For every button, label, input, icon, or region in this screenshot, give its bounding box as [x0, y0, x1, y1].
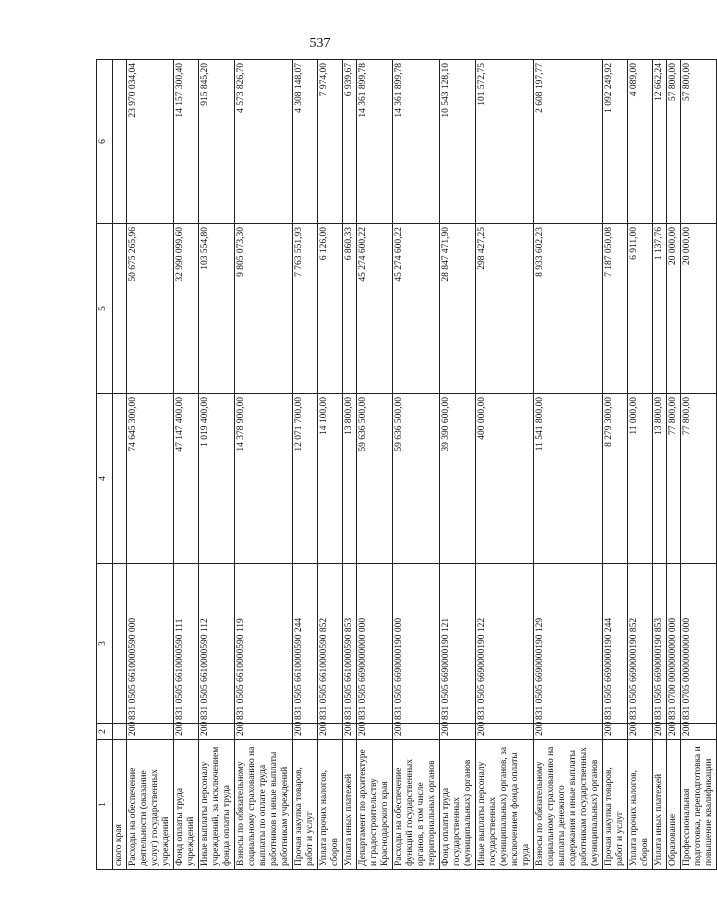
cell-c5: 28 847 471,90 [440, 224, 476, 394]
cell-c2: 200 [293, 724, 318, 740]
cell-name: Прочая закупка товаров, работ и услуг [603, 740, 628, 870]
cell-c5: 6 911,00 [628, 224, 653, 394]
column-header: 6 [97, 60, 113, 224]
cell-c4: 14 100,00 [318, 394, 343, 564]
cell-c5: 9 805 073,30 [235, 224, 293, 394]
cell-name: Уплата иных платежей [343, 740, 357, 870]
cell-c6: 915 845,20 [199, 60, 235, 224]
cell-c5: 45 274 600,22 [357, 224, 393, 394]
cell-c6: 12 662,24 [653, 60, 667, 224]
cell-c4: 11 541 800,00 [534, 394, 603, 564]
cell-c4: 1 019 400,00 [199, 394, 235, 564]
cell-c6: 4 308 148,07 [293, 60, 318, 224]
table-row [440, 60, 476, 870]
table-row [653, 60, 667, 870]
cell-c4: 13 800,00 [653, 394, 667, 564]
cell-c2: 200 [628, 724, 653, 740]
cell-c4: 77 800,00 [681, 394, 717, 564]
table-row [603, 60, 628, 870]
cell-name: Иные выплаты персоналу учреждений, за исключением фонда оплаты труда [199, 740, 235, 870]
column-header: 2 [97, 724, 113, 740]
table-row [681, 60, 717, 870]
table-row [628, 60, 653, 870]
table-row [357, 60, 393, 870]
cell-c6: 6 939,67 [343, 60, 357, 224]
cell-c5: 20 000,00 [681, 224, 717, 394]
table-row [393, 60, 440, 870]
cell-c5: 6 126,00 [318, 224, 343, 394]
cell-c2: 200 [681, 724, 717, 740]
cell-c4: 59 636 500,00 [393, 394, 440, 564]
cell-code: 831 0505 6690000190 244 [603, 564, 628, 724]
cell-c2: 200 [235, 724, 293, 740]
cell-c5: 32 990 099,60 [174, 224, 199, 394]
cell-name: Образование [667, 740, 681, 870]
cell-c5: 103 554,80 [199, 224, 235, 394]
cell-code: 831 0705 0000000000 000 [681, 564, 717, 724]
cell-code: 831 0505 6610000590 852 [318, 564, 343, 724]
cell-c2: 200 [603, 724, 628, 740]
cell-c2: 200 [127, 724, 174, 740]
cell-c6: 7 974,00 [318, 60, 343, 224]
cell-c6: 57 800,00 [667, 60, 681, 224]
cell-code: 831 0505 6610000590 000 [127, 564, 174, 724]
cell-name: Расходы на обеспечение функций государственных органов, в том числе территориальных органов [393, 740, 440, 870]
cell-c2 [113, 724, 127, 740]
table-row [199, 60, 235, 870]
column-header: 1 [97, 740, 113, 870]
table-row [343, 60, 357, 870]
cell-c5: 8 933 602,23 [534, 224, 603, 394]
table-row [174, 60, 199, 870]
cell-c4: 47 147 400,00 [174, 394, 199, 564]
cell-code: 831 0505 6690000190 000 [393, 564, 440, 724]
table-row [113, 60, 127, 870]
cell-c6: 4 573 826,70 [235, 60, 293, 224]
cell-c4 [113, 394, 127, 564]
cell-c4: 400 000,00 [476, 394, 534, 564]
cell-c2: 200 [667, 724, 681, 740]
table-row [476, 60, 534, 870]
table-row [318, 60, 343, 870]
cell-c6: 101 572,75 [476, 60, 534, 224]
table-row [534, 60, 603, 870]
cell-c5: 298 427,25 [476, 224, 534, 394]
cell-name: Уплата прочих налогов, сборов [628, 740, 653, 870]
cell-code: 831 0505 6690000000 000 [357, 564, 393, 724]
cell-code: 831 0505 6690000190 121 [440, 564, 476, 724]
page-number: 537 [309, 36, 331, 51]
cell-code: 831 0505 6690000190 853 [653, 564, 667, 724]
cell-c2: 200 [440, 724, 476, 740]
cell-c4: 77 800,00 [667, 394, 681, 564]
cell-c6: 1 092 249,92 [603, 60, 628, 224]
cell-c2: 200 [653, 724, 667, 740]
cell-code: 831 0505 6610000590 244 [293, 564, 318, 724]
cell-name: Уплата иных платежей [653, 740, 667, 870]
cell-code: 831 0505 6610000590 112 [199, 564, 235, 724]
cell-c2: 200 [343, 724, 357, 740]
cell-c5: 7 187 050,08 [603, 224, 628, 394]
budget-table-rotated [96, 60, 714, 870]
cell-code [113, 564, 127, 724]
cell-c4: 59 636 500,00 [357, 394, 393, 564]
cell-code: 831 0505 6610000590 111 [174, 564, 199, 724]
cell-c2: 200 [199, 724, 235, 740]
table-row [667, 60, 681, 870]
cell-name: ского края [113, 740, 127, 870]
cell-c2: 200 [476, 724, 534, 740]
table-row [127, 60, 174, 870]
cell-c2: 200 [357, 724, 393, 740]
cell-c5: 6 860,33 [343, 224, 357, 394]
cell-c4: 74 645 300,00 [127, 394, 174, 564]
cell-name: Иные выплаты персоналу государственных (муниципальных) органов, за исключением фонда оплаты труда [476, 740, 534, 870]
column-header: 4 [97, 394, 113, 564]
cell-code: 831 0505 6690000190 129 [534, 564, 603, 724]
cell-c4: 12 071 700,00 [293, 394, 318, 564]
cell-c2: 200 [393, 724, 440, 740]
cell-c4: 13 800,00 [343, 394, 357, 564]
cell-c5: 1 137,76 [653, 224, 667, 394]
cell-c6: 23 970 034,04 [127, 60, 174, 224]
cell-c6: 2 608 197,77 [534, 60, 603, 224]
cell-c5: 20 000,00 [667, 224, 681, 394]
cell-c5 [113, 224, 127, 394]
cell-name: Взносы по обязательному социальному страхованию на выплаты по оплате труда работников и иные выплаты работникам учреждений [235, 740, 293, 870]
cell-c6: 10 543 128,10 [440, 60, 476, 224]
cell-c5: 50 675 265,96 [127, 224, 174, 394]
cell-c2: 200 [318, 724, 343, 740]
cell-name: Расходы на обеспечение деятельности (оказание услуг) государственных учреждений [127, 740, 174, 870]
cell-c4: 11 000,00 [628, 394, 653, 564]
budget-table [96, 59, 717, 870]
cell-c6: 57 800,00 [681, 60, 717, 224]
column-header: 3 [97, 564, 113, 724]
cell-name: Уплата прочих налогов, сборов [318, 740, 343, 870]
cell-c6: 14 361 899,78 [393, 60, 440, 224]
cell-c5: 45 274 600,22 [393, 224, 440, 394]
cell-code: 831 0505 6610000590 853 [343, 564, 357, 724]
cell-code: 831 0505 6690000190 852 [628, 564, 653, 724]
cell-name: Фонд оплаты труда учреждений [174, 740, 199, 870]
cell-code: 831 0700 0000000000 000 [667, 564, 681, 724]
cell-c6: 14 157 300,40 [174, 60, 199, 224]
header-row [97, 60, 113, 870]
cell-c2: 200 [174, 724, 199, 740]
cell-c4: 8 279 300,00 [603, 394, 628, 564]
cell-name: Фонд оплаты труда государственных (муниципальных) органов [440, 740, 476, 870]
cell-name: Профессиональная подготовка, переподготовка и повышение квалификации [681, 740, 717, 870]
cell-c6 [113, 60, 127, 224]
cell-c6: 4 089,00 [628, 60, 653, 224]
cell-code: 831 0505 6610000590 119 [235, 564, 293, 724]
cell-name: Прочая закупка товаров, работ и услуг [293, 740, 318, 870]
table-row [235, 60, 293, 870]
cell-name: Департамент по архитектуре и градостроительству Краснодарского края [357, 740, 393, 870]
cell-code: 831 0505 6690000190 122 [476, 564, 534, 724]
cell-c4: 14 378 900,00 [235, 394, 293, 564]
cell-c5: 7 763 551,93 [293, 224, 318, 394]
cell-c4: 39 390 600,00 [440, 394, 476, 564]
cell-c6: 14 361 899,78 [357, 60, 393, 224]
table-row [293, 60, 318, 870]
cell-name: Взносы по обязательному социальному страхованию на выплаты денежного содержания и иные выплаты работникам государственных (муниципальных) органов [534, 740, 603, 870]
cell-c2: 200 [534, 724, 603, 740]
column-header: 5 [97, 224, 113, 394]
